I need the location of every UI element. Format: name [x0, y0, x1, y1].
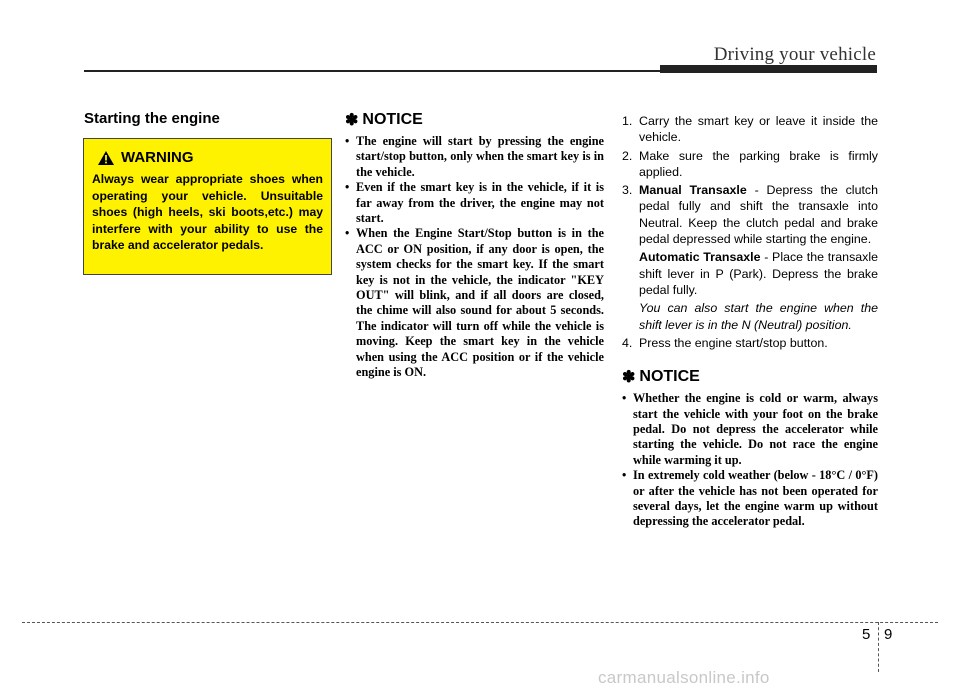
- step-3-automatic: Automatic Transaxle - Place the transaxle shift lever in P (Park). Depress the brake pedal fully.: [639, 250, 878, 297]
- header-bar: [660, 65, 877, 73]
- header-rule: [84, 70, 660, 72]
- notice-2-list: [622, 391, 878, 530]
- header-title: Driving your vehicle: [713, 44, 876, 65]
- footer-divider: [878, 622, 879, 672]
- steps-column: [622, 113, 878, 530]
- warning-title: [97, 149, 323, 166]
- watermark: carmanualsonline.info: [598, 668, 770, 687]
- notice-column: [345, 110, 604, 381]
- step-4: 4. Press the engine start/stop button.: [622, 335, 828, 350]
- step-3-note: You can also start the engine when the shift lever is in the N (Neutral) position.: [639, 301, 878, 332]
- step-3: 3. Manual Transaxle - Depress the clutch pedal fully and shift the transaxle into Neutral. Keep the clutch pedal and brake pedal depressed while starting the engine.: [622, 183, 878, 247]
- warning-box: [83, 138, 332, 275]
- warning-triangle-icon: [97, 150, 115, 166]
- list-item: • The engine will start by pressing the engine start/stop button, only when the smart key is in the vehicle.: [345, 134, 604, 179]
- notice-2-heading: [622, 367, 878, 387]
- list-item: • When the Engine Start/Stop button is in the ACC or ON position, if any door is open, the system checks for the smart key. If the smart key is not in the vehicle, the indicator "KEY OUT" will blink, and if all doors are closed, the chime will also sound for about 5 seconds. The indicator will turn off while the vehicle is moving. Keep the smart key in the vehicle when using the ACC position or if the vehicle engine is ON.: [345, 226, 604, 380]
- notice-2-star-icon: ✽: [622, 369, 636, 387]
- footer-rule: [22, 622, 938, 623]
- page-number: 9: [884, 626, 893, 643]
- notice-heading: [345, 110, 604, 130]
- list-item: • In extremely cold weather (below - 18°C / 0°F) or after the vehicle has not been operated for several days, let the engine warm up without depressing the accelerator pedal.: [622, 468, 878, 529]
- steps-list: [622, 113, 878, 351]
- step-1: 1. Carry the smart key or leave it inside the vehicle.: [622, 114, 878, 145]
- list-item: • Whether the engine is cold or warm, always start the vehicle with your foot on the brake pedal. Do not depress the accelerator while starting the vehicle. Do not race the engine while warming it up.: [622, 391, 878, 467]
- notice-star-icon: ✽: [345, 112, 359, 129]
- notice-2: [622, 367, 878, 530]
- notice-2-title: NOTICE: [639, 368, 700, 386]
- chapter-number: 5: [862, 626, 871, 643]
- warning-title-text: WARNING: [121, 149, 194, 166]
- warning-text: Always wear appropriate shoes when operating your vehicle. Unsuitable shoes (high heels, ski boots,etc.) may interfere with your ability to use the brake and accelerator pedals.: [92, 172, 323, 253]
- notice-title: NOTICE: [362, 111, 423, 128]
- step-2: 2. Make sure the parking brake is firmly applied.: [622, 148, 878, 179]
- notice-list: [345, 134, 604, 381]
- section-heading: Starting the engine: [84, 110, 220, 127]
- list-item: • Even if the smart key is in the vehicle, if it is far away from the driver, the engine may not start.: [345, 180, 604, 226]
